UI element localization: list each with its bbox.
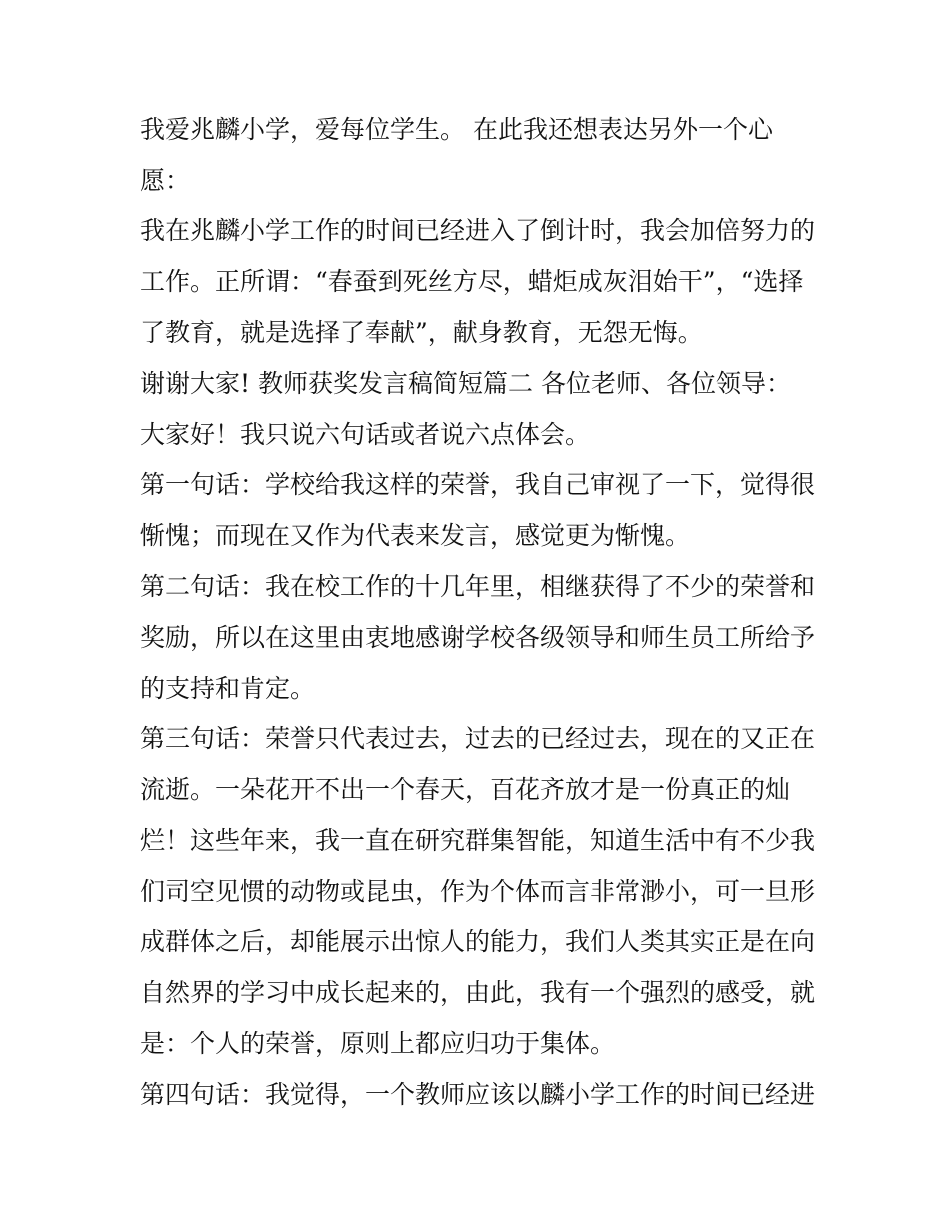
text-line: 第三句话：荣誉只代表过去，过去的已经过去，现在的又正在 bbox=[140, 724, 816, 753]
text-line: 们司空见惯的动物或昆虫，作为个体而言非常渺小，可一旦形 bbox=[140, 877, 816, 906]
text-line: 奖励，所以在这里由衷地感谢学校各级领导和师生员工所给予 bbox=[140, 623, 816, 652]
text-line: 第四句话：我觉得，一个教师应该以麟小学工作的时间已经进 bbox=[140, 1080, 816, 1109]
text-line: 愿： bbox=[140, 166, 191, 195]
text-line: 我在兆麟小学工作的时间已经进入了倒计时，我会加倍努力的 bbox=[140, 216, 816, 245]
text-line: 的支持和肯定。 bbox=[140, 674, 316, 703]
text-line: 是：个人的荣誉，原则上都应归功于集体。 bbox=[140, 1029, 616, 1058]
text-line: 第一句话：学校给我这样的荣誉，我自己审视了一下，觉得很 bbox=[140, 470, 816, 499]
text-line: 第二句话：我在校工作的十几年里，相继获得了不少的荣誉和 bbox=[140, 572, 816, 601]
text-line: 惭愧；而现在又作为代表来发言，感觉更为惭愧。 bbox=[140, 521, 691, 550]
text-line: 谢谢大家! 教师获奖发言稿简短篇二 各位老师、各位领导： bbox=[140, 369, 791, 398]
text-line: 烂！这些年来，我一直在研究群集智能，知道生活中有不少我 bbox=[140, 826, 816, 855]
text-line: 流逝。一朵花开不出一个春天，百花齐放才是一份真正的灿 bbox=[140, 775, 791, 804]
text-line: 了教育，就是选择了奉献”，献身教育，无怨无悔。 bbox=[140, 318, 703, 347]
text-line: 成群体之后，却能展示出惊人的能力，我们人类其实正是在向 bbox=[140, 927, 816, 956]
text-line: 大家好！我只说六句话或者说六点体会。 bbox=[140, 420, 591, 449]
text-line: 工作。正所谓：“春蚕到死丝方尽，蜡炬成灰泪始干”，“选择 bbox=[140, 267, 804, 296]
text-line: 我爱兆麟小学，爱每位学生。 在此我还想表达另外一个心 bbox=[140, 115, 773, 144]
text-line: 自然界的学习中成长起来的，由此，我有一个强烈的感受，就 bbox=[140, 978, 816, 1007]
